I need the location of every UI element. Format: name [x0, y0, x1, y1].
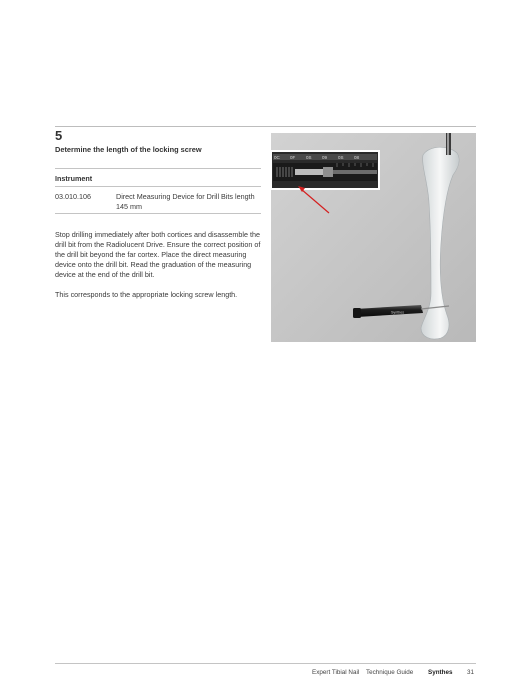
instruction-paragraph: Stop drilling immediately after both cortices and disassemble the drill bit from the Radiolucent Drive. Ensure the correct position of the drill bit beyond the far cortex. Place the direct measuring device onto the drill bit. Read the graduation of the measuring device at the end of the drill bit.	[55, 230, 261, 280]
scale-label: 0S	[306, 155, 312, 160]
step-title: Determine the length of the locking screw	[55, 145, 202, 154]
device-label: Synthes	[391, 310, 404, 315]
step-number: 5	[55, 128, 63, 143]
footer-rule	[55, 663, 476, 664]
instrument-figure	[271, 133, 476, 342]
instrument-description: Direct Measuring Device for Drill Bits length 145 mm	[116, 192, 255, 211]
scale-label: 0C	[274, 155, 280, 160]
footer-guide-title: Expert Tibial Nail	[312, 669, 360, 676]
instrument-top-rule	[55, 168, 261, 169]
scale-label: 09	[322, 155, 328, 160]
footer-doc-type: Technique Guide	[366, 669, 414, 676]
scale-label: 08	[354, 155, 360, 160]
result-paragraph: This corresponds to the appropriate locking screw length.	[55, 290, 238, 299]
page-number: 31	[467, 669, 475, 676]
figure-illustration	[271, 133, 476, 342]
instrument-heading: Instrument	[55, 174, 93, 183]
scale-inset	[271, 151, 379, 189]
footer-brand: Synthes	[428, 669, 453, 676]
instrument-heading-rule	[55, 186, 261, 187]
top-rule	[55, 126, 476, 127]
scale-label: 0S	[338, 155, 344, 160]
instrument-code: 03.010.106	[55, 192, 91, 201]
instrument-bottom-rule	[55, 213, 261, 214]
scale-label: 0F	[290, 155, 296, 160]
nail-insertion-guide	[446, 133, 451, 155]
